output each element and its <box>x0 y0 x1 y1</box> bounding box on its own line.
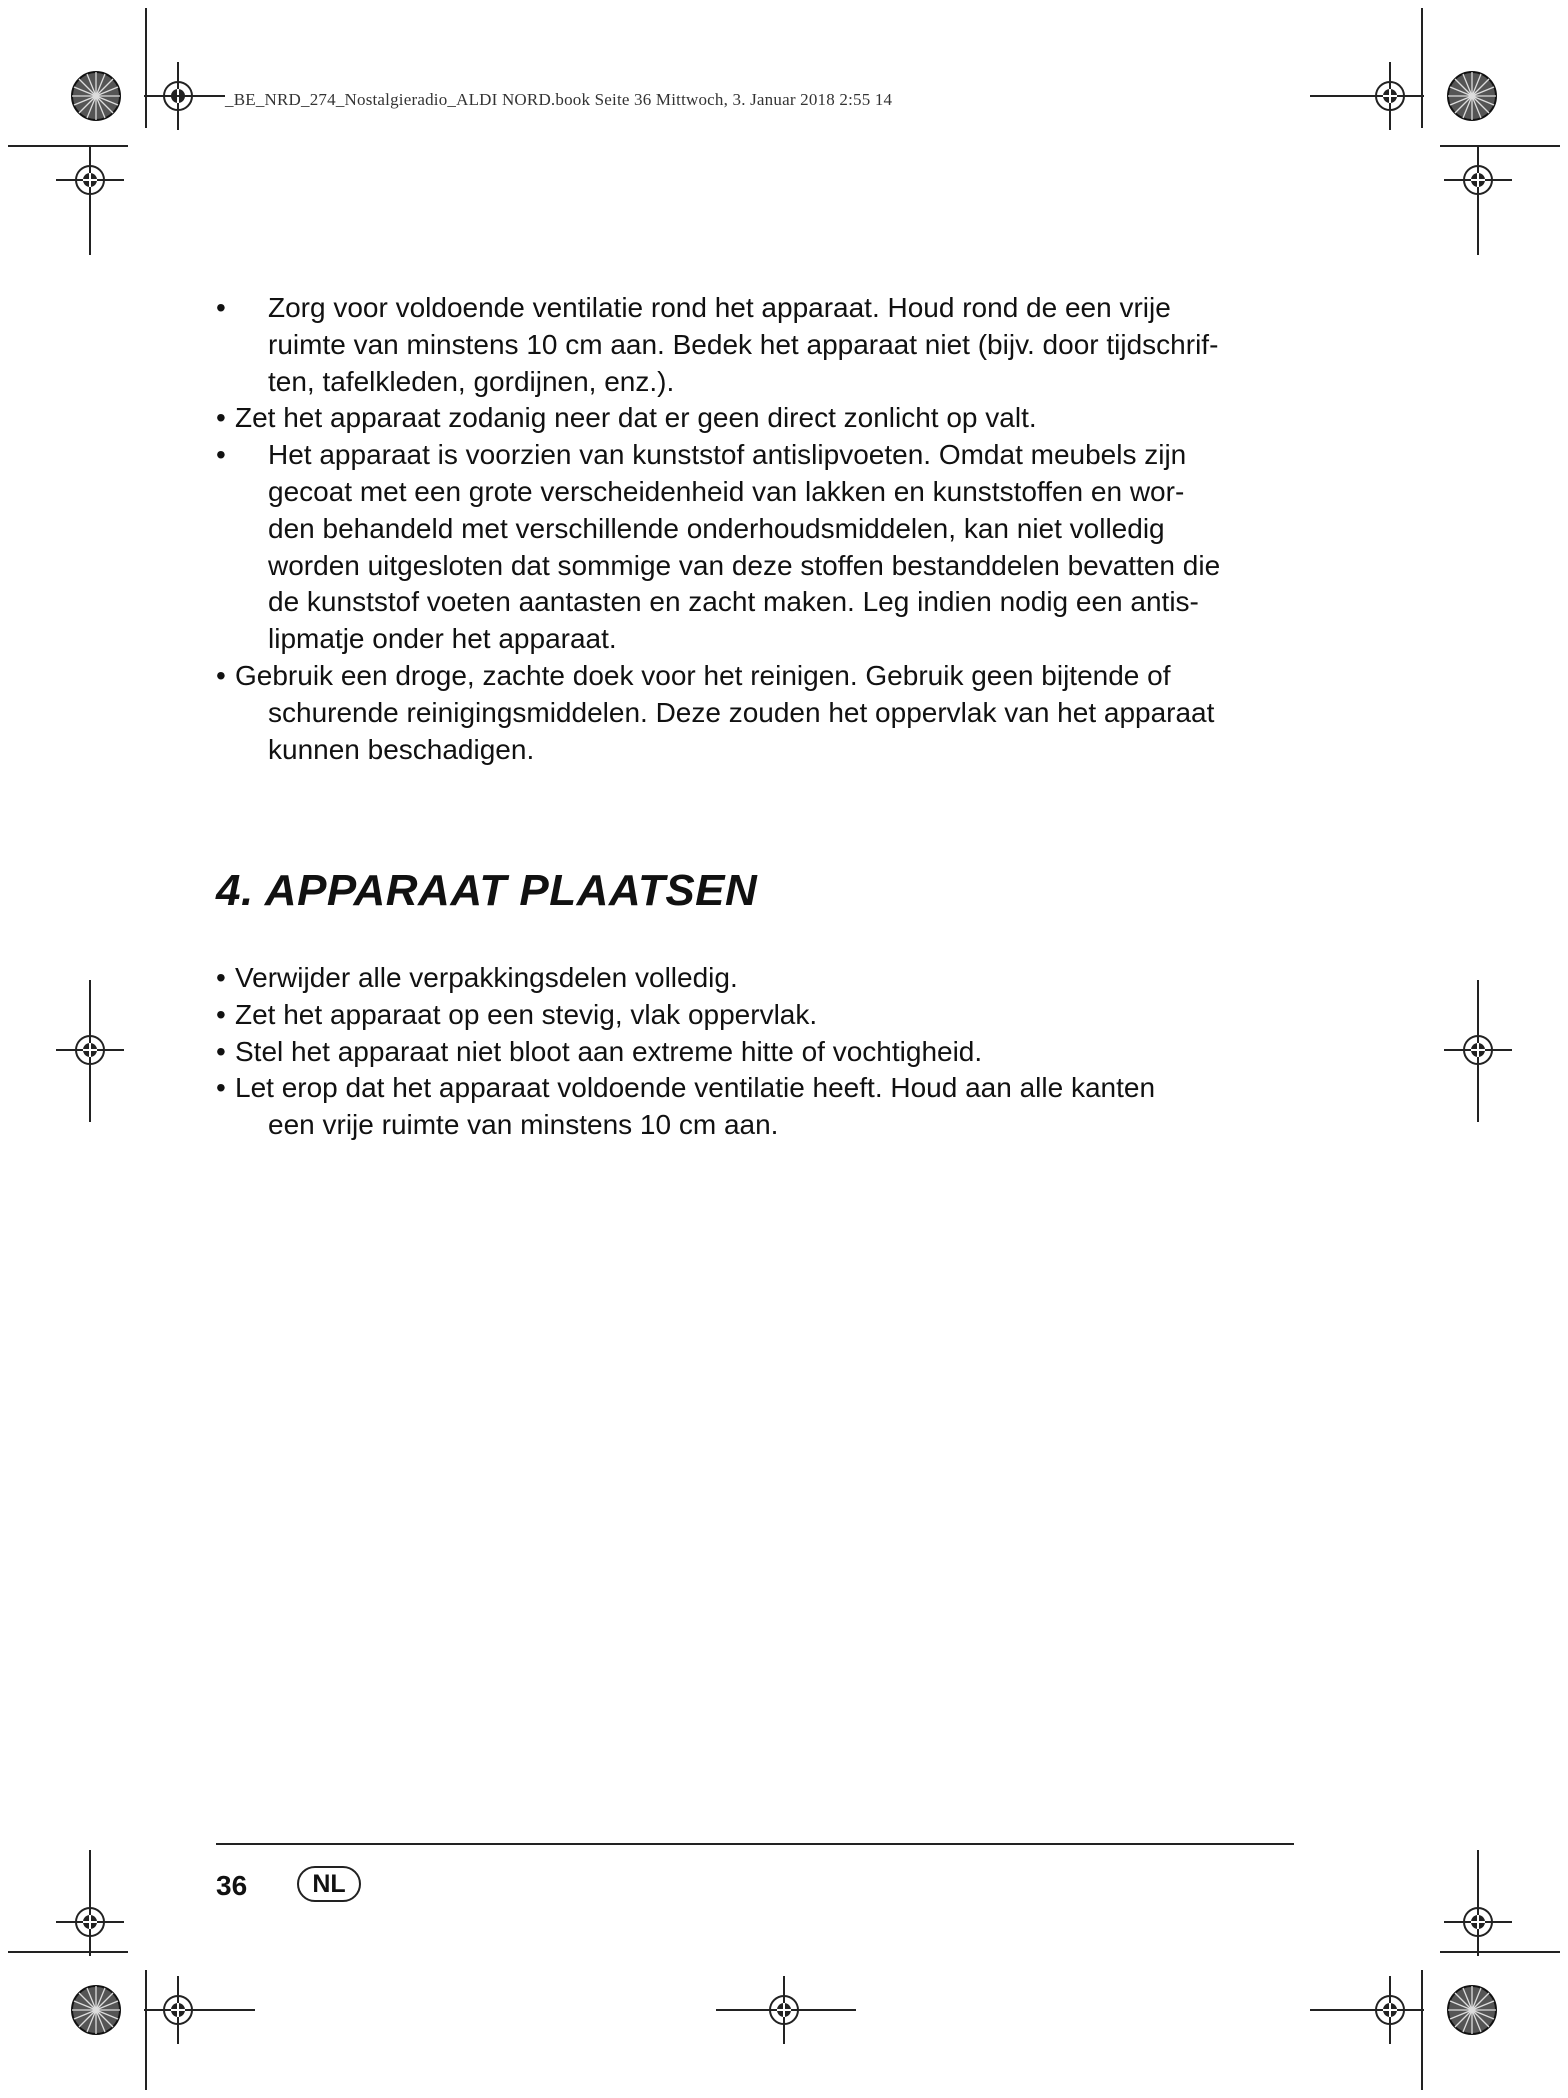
list-item-text: de kunststof voeten aantasten en zacht maken. Leg indien nodig een antis- <box>268 586 1199 618</box>
footer-divider <box>216 1843 1294 1845</box>
list-item <box>216 658 1306 768</box>
list-item-text: den behandeld met verschillende onderhoudsmiddelen, kan niet volledig <box>268 512 1165 544</box>
list-item-text: ten, tafelkleden, gordijnen, enz.). <box>268 365 675 397</box>
list-item-text: een vrije ruimte van minstens 10 cm aan. <box>268 1109 779 1141</box>
list-item <box>216 997 1306 1034</box>
bullet: • <box>216 1072 226 1104</box>
list-item-text: Let erop dat het apparaat voldoende ventilatie heeft. Houd aan alle kanten <box>235 1072 1156 1104</box>
list-item-text: Stel het apparaat niet bloot aan extreme hitte of vochtigheid. <box>235 1035 983 1067</box>
list-item-text: worden uitgesloten dat sommige van deze stoffen bestanddelen bevatten die <box>268 549 1221 581</box>
list-item-text: lipmatje onder het apparaat. <box>268 623 617 655</box>
list-item <box>216 960 1306 997</box>
intro-bullet-list <box>216 290 1306 768</box>
list-item <box>216 290 1306 400</box>
list-item <box>216 1070 1306 1144</box>
bullet: • <box>216 962 226 993</box>
list-item-text: Zet het apparaat zodanig neer dat er geen direct zonlicht op valt. <box>235 402 1037 434</box>
list-item-text: ruimte van minstens 10 cm aan. Bedek het apparaat niet (bijv. door tijdschrif- <box>268 328 1219 360</box>
list-item <box>216 400 1306 437</box>
list-item-text: Zorg voor voldoende ventilatie rond het apparaat. Houd rond de een vrije <box>268 292 1171 323</box>
bullet: • <box>216 659 226 691</box>
language-badge-label: NL <box>312 1869 346 1898</box>
list-item-text: schurende reinigingsmiddelen. Deze zouden het oppervlak van het apparaat <box>268 696 1215 728</box>
list-item <box>216 1034 1306 1071</box>
list-item-text: kunnen beschadigen. <box>268 733 535 765</box>
print-header: _BE_NRD_274_Nostalgieradio_ALDI NORD.book Seite 36 Mittwoch, 3. Januar 2018 2:55 14 <box>225 90 893 109</box>
list-item-text: Zet het apparaat op een stevig, vlak oppervlak. <box>235 998 818 1030</box>
bullet: • <box>216 292 226 323</box>
list-item <box>216 437 1306 658</box>
bullet: • <box>216 439 226 471</box>
list-item-text: Verwijder alle verpakkingsdelen volledig. <box>235 962 738 993</box>
page-number: 36 <box>216 1870 248 1901</box>
section-heading: 4. APPARAAT PLAATSEN <box>216 866 758 915</box>
section-bullet-list <box>216 960 1306 1144</box>
bullet: • <box>216 1035 226 1067</box>
list-item-text: Gebruik een droge, zachte doek voor het reinigen. Gebruik geen bijtende of <box>235 659 1171 691</box>
bullet: • <box>216 402 226 434</box>
list-item-text: gecoat met een grote verscheidenheid van lakken en kunststoffen en wor- <box>268 475 1185 507</box>
list-item-text: Het apparaat is voorzien van kunststof antislipvoeten. Omdat meubels zijn <box>268 439 1187 471</box>
language-badge <box>297 1866 361 1902</box>
bullet: • <box>216 998 226 1030</box>
